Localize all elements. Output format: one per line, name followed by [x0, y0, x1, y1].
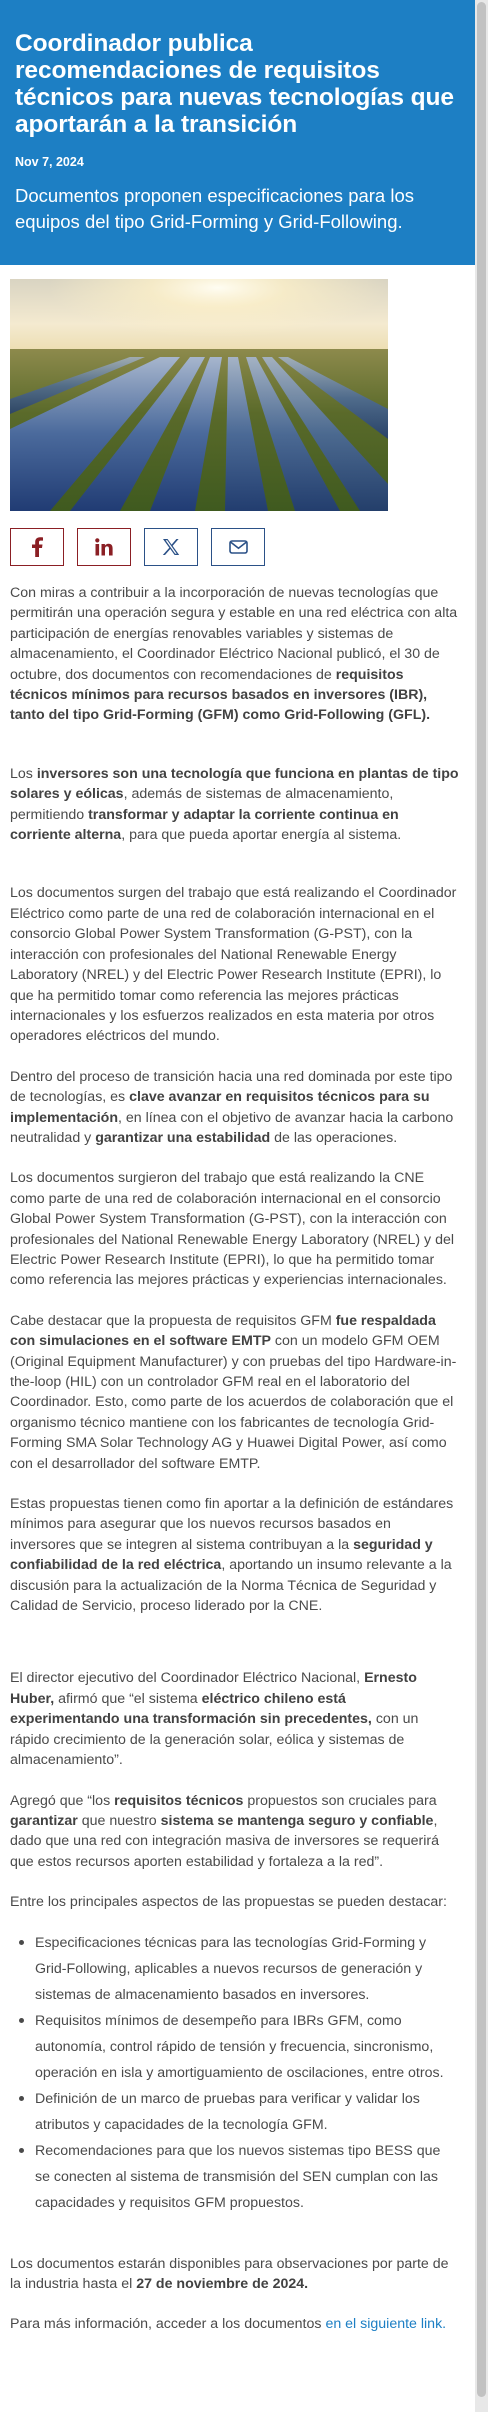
list-item: Requisitos mínimos de desempeño para IBRs GFM, como autonomía, control rápido de tensión y frecuencia, sincronismo, operación en isla y amortiguamiento de oscilaciones, entre otros. [24, 2008, 459, 2086]
paragraph-2: Los inversores son una tecnología que funciona en plantas de tipo solares y eólicas, además de sistemas de almacenamiento, permitiendo transformar y adaptar la corriente continua en corriente alterna, para que pueda aportar energía al sistema. [10, 765, 459, 844]
paragraph-3: Los documentos surgen del trabajo que está realizando el Coordinador Eléctrico como parte de una red de colaboración internacional en el consorcio Global Power System Transformation (G-PST), con la interacción con profesionales del National Renewable Energy Laboratory (NREL) y del Electric Power Research Institute (EPRI), lo que ha permitido tomar como referencia las mejores prácticas internacionales y los esfuerzos realizados en esta materia por otros operadores eléctricos del mundo. [10, 885, 457, 1045]
paragraph-1: Con miras a contribuir a la incorporación de nuevas tecnologías que permitirán una operación segura y estable en una red eléctrica con alta participación de energías renovables variables y sistemas de almacenamiento, el Coordinador Eléctrico Nacional publicó, el 30 de octubre, dos documentos con recomendaciones de requisitos técnicos mínimos para recursos basados en inversores (IBR), tanto del tipo Grid-Forming (GFM) como Grid-Following (GFL). [10, 585, 458, 724]
article-subtitle: Documentos proponen especificaciones para los equipos del tipo Grid-Forming y Grid-Following. [15, 185, 415, 232]
share-linkedin-button[interactable] [77, 528, 131, 566]
paragraph-10: Entre los principales aspectos de las propuestas se pueden destacar: [10, 1894, 447, 1911]
article-date: Nov 7, 2024 [15, 155, 84, 169]
list-item: Especificaciones técnicas para las tecnologías Grid-Forming y Grid-Following, aplicables a nuevos recursos de generación y sistemas de almacenamiento basados en inversores. [24, 1930, 459, 2008]
x-icon [162, 538, 180, 556]
linkedin-icon [95, 538, 113, 556]
paragraph-11: Los documentos estarán disponibles para observaciones por parte de la industria hasta el 27 de noviembre de 2024. [10, 2255, 449, 2292]
solar-field-photo [10, 279, 388, 511]
list-item: Recomendaciones para que los nuevos sistemas tipo BESS que se conecten al sistema de transmisión del SEN cumplan con las capacidades y requisitos GFM propuestos. [24, 2138, 459, 2216]
paragraph-12: Para más información, acceder a los documentos en el siguiente link. [10, 2316, 447, 2333]
page-scrollbar[interactable] [475, 0, 488, 2412]
share-bar [10, 528, 475, 566]
paragraph-9: Agregó que “los requisitos técnicos propuestos son cruciales para garantizar que nuestro sistema se mantenga seguro y confiable, dado que una red con integración masiva de inversores se requerirá que estos recursos aporten estabilidad y fortaleza a la red”. [10, 1792, 440, 1870]
article-body [0, 566, 475, 2335]
paragraph-7: Estas propuestas tienen como fin aportar a la definición de estándares mínimos para asegurar que los nuevos recursos basados en inversores que se integren al sistema contribuyan a la seguridad y confiabilidad de la red eléctrica, aportando un insumo relevante a la discusión para la actualización de la Norma Técnica de Seguridad y Calidad de Servicio, proceso liderado por la CNE. [10, 1496, 454, 1615]
paragraph-5: Los documentos surgieron del trabajo que está realizando la CNE como parte de una red de colaboración internacional en el consorcio Global Power System Transformation (G-PST), con la interacción con profesionales del National Renewable Energy Laboratory (NREL) y del Electric Power Research Institute (EPRI), lo que ha permitido tomar como referencia las mejores prácticas y experiencias internacionales. [10, 1170, 454, 1289]
facebook-icon [31, 537, 43, 557]
share-facebook-button[interactable] [10, 528, 64, 566]
paragraph-6: Cabe destacar que la propuesta de requisitos GFM fue respaldada con simulaciones en el software EMTP con un modelo GFM OEM (Original Equipment Manufacturer) y con pruebas del tipo Hardware-in-the-loop (HIL) con un controlador GFM real en el laboratorio del Coordinador. Esto, como parte de los acuerdos de colaboración que el organismo técnico mantiene con los fabricantes de tecnología Grid-Forming SMA Solar Technology AG y Huawei Digital Power, así como con el desarrollador del software EMTP. [10, 1312, 457, 1472]
paragraph-8: El director ejecutivo del Coordinador Eléctrico Nacional, Ernesto Huber, afirmó que “el sistema eléctrico chileno está experimentando una transformación sin precedentes, con un rápido crecimiento de la generación solar, eólica y sistemas de almacenamiento”. [10, 1670, 419, 1769]
email-icon [229, 540, 248, 554]
share-x-button[interactable] [144, 528, 198, 566]
article-header [0, 0, 475, 265]
aspects-list [10, 1930, 459, 2216]
paragraph-4: Dentro del proceso de transición hacia una red dominada por este tipo de tecnologías, es clave avanzar en requisitos técnicos para su implementación, en línea con el objetivo de avanzar hacia la carbono neutralidad y garantizar una estabilidad de las operaciones. [10, 1068, 454, 1146]
list-item: Definición de un marco de pruebas para verificar y validar los atributos y capacidades de la tecnología GFM. [24, 2086, 459, 2138]
scrollbar-thumb[interactable] [477, 2, 486, 2397]
share-email-button[interactable] [211, 528, 265, 566]
article-title: Coordinador publica recomendaciones de requisitos técnicos para nuevas tecnologías que aportarán a la transición [15, 30, 454, 138]
documents-link[interactable]: en el siguiente link. [325, 2316, 447, 2333]
